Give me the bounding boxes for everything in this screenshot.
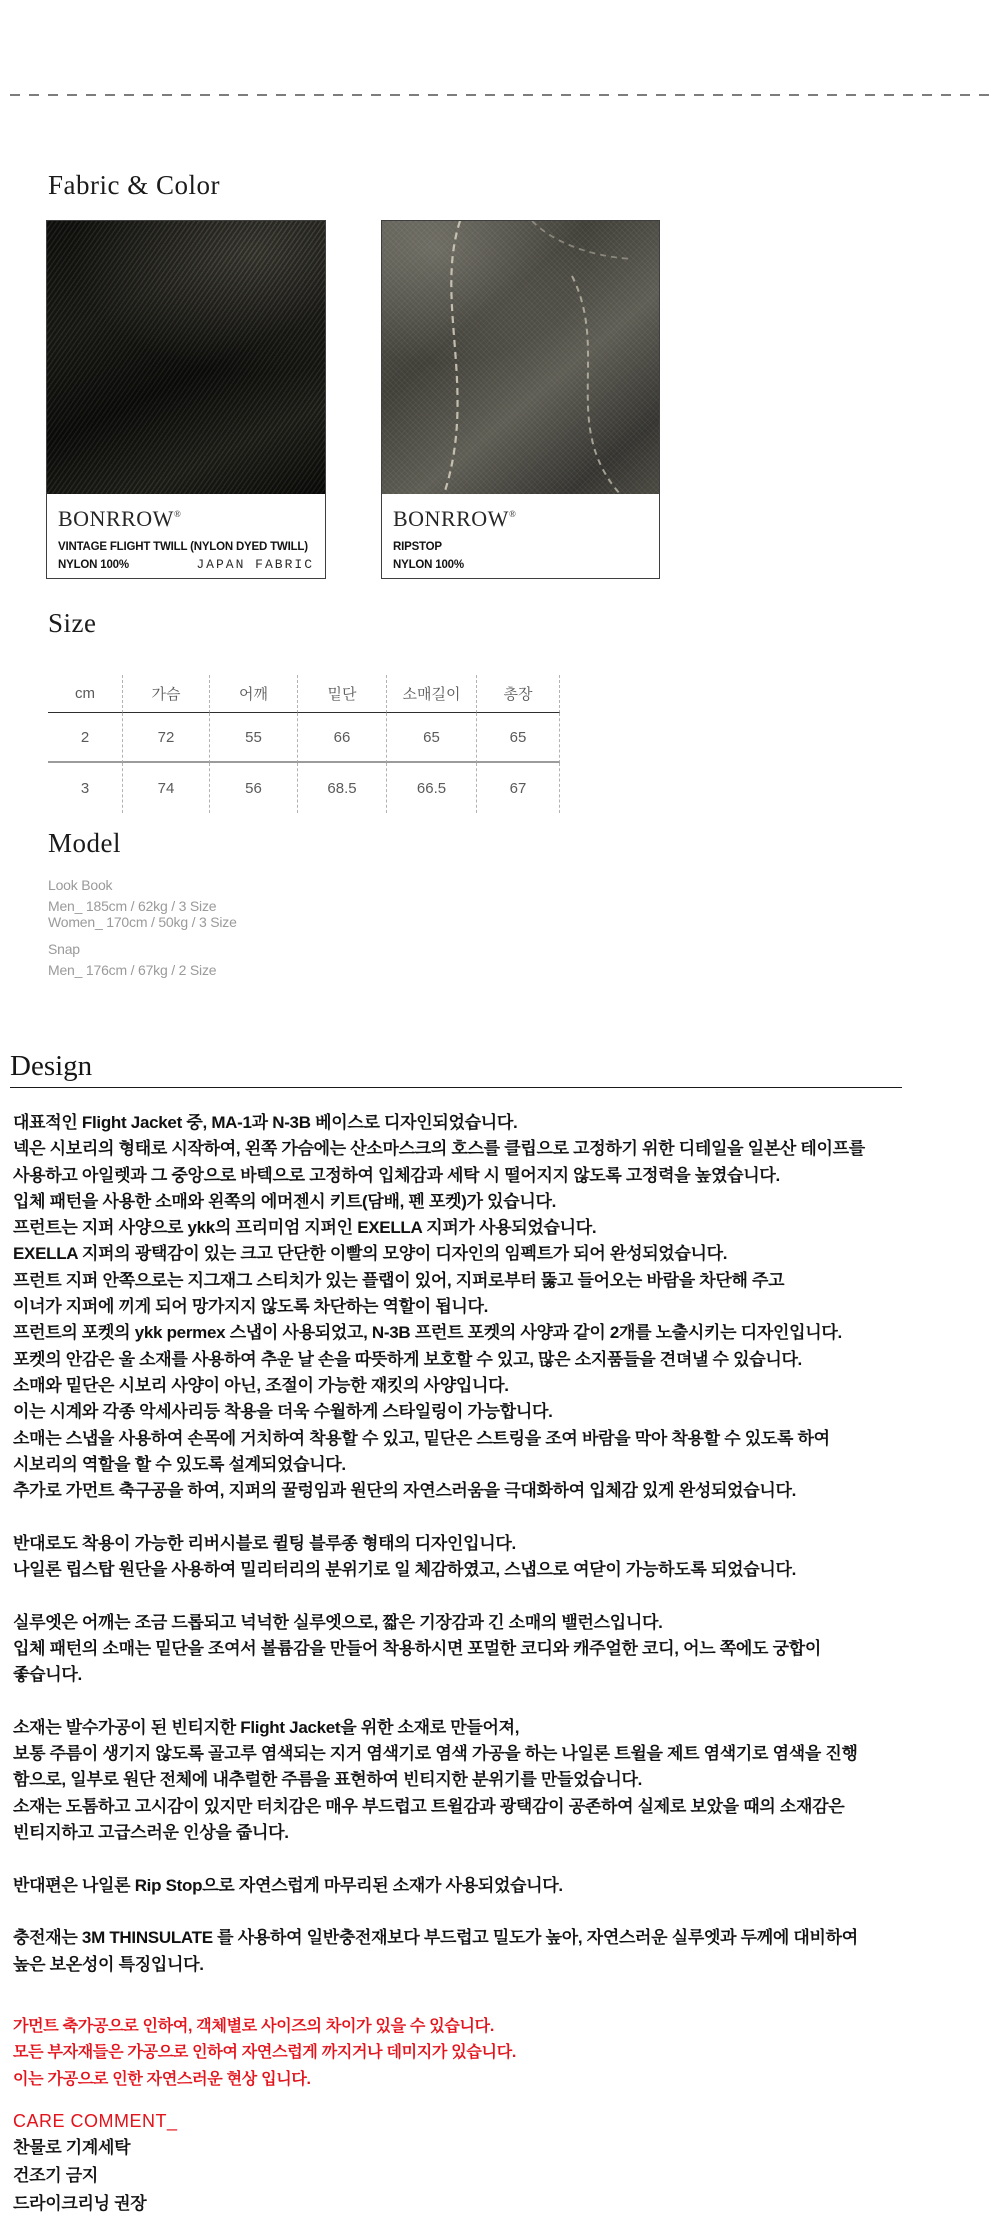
size-table-row-3 xyxy=(48,763,560,813)
design-text-line xyxy=(13,1689,1000,1715)
size-table-row-2 xyxy=(48,713,560,763)
design-text-line: 실루엣은 어깨는 조금 드롭되고 넉넉한 실루엣으로, 짧은 기장감과 긴 소매의 밸런스입니다. xyxy=(13,1612,663,1632)
design-text-line: 소매와 밑단은 시보리 사양이 아닌, 조절이 가능한 재킷의 사양입니다. xyxy=(13,1375,509,1395)
size-table-cell: 65 xyxy=(387,713,477,763)
fabric-composition: NYLON 100% xyxy=(58,559,129,571)
design-text-line: 입체 패턴의 소매는 밑단을 조여서 볼륨감을 만들어 착용하시면 포멀한 코디와 캐주얼한 코디, 어느 쪽에도 궁합이 xyxy=(13,1638,821,1658)
size-table-cell: 72 xyxy=(123,713,210,763)
design-text-line: 이는 가공으로 인한 자연스러운 현상 입니다. xyxy=(13,2070,311,2088)
design-text-line: 이는 시계와 각종 악세사리등 착용을 더욱 수월하게 스타일링이 가능합니다. xyxy=(13,1402,553,1422)
fabric-name: RIPSTOP xyxy=(393,541,442,553)
size-table-cell: 74 xyxy=(123,763,210,813)
design-text-line: 높은 보온성이 특징입니다. xyxy=(13,1954,204,1974)
design-text-line: 프런트 지퍼 안쪽으로는 지그재그 스티치가 있는 플랩이 있어, 지퍼로부터 뚫고 들어오는 바람을 차단해 주고 xyxy=(13,1270,785,1290)
design-text-line: 좋습니다. xyxy=(13,1665,82,1685)
size-table-cell: 67 xyxy=(477,763,560,813)
size-table-header-cell: 밑단 xyxy=(298,675,387,713)
design-text-line: 가먼트 축가공으로 인하여, 객체별로 사이즈의 차이가 있을 수 있습니다. xyxy=(13,2018,494,2036)
quilt-stitch-lines xyxy=(382,221,659,494)
size-table-header-cell: 가슴 xyxy=(123,675,210,713)
fabric-brand: BONRROW® xyxy=(393,506,516,531)
design-text-line: 소재는 발수가공이 된 빈티지한 Flight Jacket을 위한 소재로 만들어져, xyxy=(13,1717,520,1737)
design-text-line: CARE COMMENT_ xyxy=(13,2110,178,2131)
size-table-cell: 55 xyxy=(210,713,298,763)
size-table-cell: 56 xyxy=(210,763,298,813)
size-table-cell: 68.5 xyxy=(298,763,387,813)
model-entry: Women_ 170cm / 50kg / 3 Size xyxy=(48,914,237,930)
design-text-line xyxy=(13,1978,1000,2004)
size-table-header-cell: 총장 xyxy=(477,675,560,713)
design-description xyxy=(13,1110,1000,2218)
design-text-line: 사용하고 아일렛과 그 중앙으로 바텍으로 고정하여 입체감과 세탁 시 떨어지지 않도록 고정력을 높였습니다. xyxy=(13,1165,780,1185)
design-text-line: 프런트는 지퍼 사양으로 ykk의 프리미엄 지퍼인 EXELLA 지퍼가 사용되었습니다. xyxy=(13,1218,597,1238)
size-table-cell: 2 xyxy=(48,713,123,763)
design-text-line: 함으로, 일부로 원단 전체에 내추럴한 주름을 표현하여 빈티지한 분위기를 만들었습니다. xyxy=(13,1770,643,1790)
design-text-line: 넥은 시보리의 형태로 시작하여, 왼쪽 가슴에는 산소마스크의 호스를 클립으로 고정하기 위한 디테일을 일본산 테이프를 xyxy=(13,1139,865,1159)
design-text-line: 이너가 지퍼에 끼게 되어 망가지지 않도록 차단하는 역할이 됩니다. xyxy=(13,1297,489,1317)
fabric-photo-ripstop xyxy=(382,221,659,494)
design-text-line: 반대편은 나일론 Rip Stop으로 자연스럽게 마무리된 소재가 사용되었습니다. xyxy=(13,1875,563,1895)
registered-mark-icon: ® xyxy=(173,509,181,519)
design-text-line: 추가로 가먼트 축구공을 하여, 지퍼의 꿀렁임과 원단의 자연스러움을 극대화하여 입체감 있게 완성되었습니다. xyxy=(13,1481,796,1501)
fabric-origin: JAPAN FABRIC xyxy=(196,557,314,572)
design-text-line: EXELLA 지퍼의 광택감이 있는 크고 단단한 이빨의 모양이 디자인의 임펙트가 되어 완성되었습니다. xyxy=(13,1244,728,1264)
design-text-line xyxy=(13,1846,1000,1872)
model-group-label: Look Book xyxy=(48,877,113,893)
size-table-header-cell: 소매길이 xyxy=(387,675,477,713)
fabric-name: VINTAGE FLIGHT TWILL (NYLON DYED TWILL) xyxy=(58,541,308,553)
design-text-line: 나일론 립스탑 원단을 사용하여 밀리터리의 분위기로 일 체감하였고, 스냅으로 여닫이 가능하도록 되었습니다. xyxy=(13,1560,796,1580)
design-text-line: 충전재는 3M THINSULATE 를 사용하여 일반충전재보다 부드럽고 밀도가 높아, 자연스러운 실루엣과 두께에 대비하여 xyxy=(13,1928,858,1948)
design-text-line: 포켓의 안감은 울 소재를 사용하여 추운 날 손을 따뜻하게 보호할 수 있고, 많은 소지품들을 견뎌낼 수 있습니다. xyxy=(13,1349,802,1369)
design-text-line: 건조기 금지 xyxy=(13,2166,99,2186)
design-text-line: 소재는 도톰하고 고시감이 있지만 터치감은 매우 부드럽고 트윌감과 광택감이 공존하여 실제로 보았을 때의 소재감은 xyxy=(13,1796,845,1816)
fabric-card-ripstop xyxy=(381,220,660,579)
model-heading: Model xyxy=(48,828,121,858)
model-entry: Men_ 185cm / 62kg / 3 Size xyxy=(48,898,217,914)
design-text-line: 반대로도 착용이 가능한 리버시블로 퀼팅 블루종 형태의 디자인입니다. xyxy=(13,1533,516,1553)
design-text-line xyxy=(13,1899,1000,1925)
design-text-line: 찬물로 기계세탁 xyxy=(13,2138,131,2158)
design-text-line: 시보리의 역할을 할 수 있도록 설계되었습니다. xyxy=(13,1454,346,1474)
design-text-line: 빈티지하고 고급스러운 인상을 줍니다. xyxy=(13,1823,289,1843)
size-table-header-cell: cm xyxy=(48,675,123,713)
design-text-line: 대표적인 Flight Jacket 중, MA-1과 N-3B 베이스로 디자인되었습니다. xyxy=(13,1113,518,1132)
dashed-divider xyxy=(10,94,990,96)
design-text-line: 프런트의 포켓의 ykk permex 스냅이 사용되었고, N-3B 프런트 포켓의 사양과 같이 2개를 노출시키는 디자인입니다. xyxy=(13,1323,842,1343)
fabric-brand: BONRROW® xyxy=(58,506,181,531)
fabric-label-ripstop xyxy=(382,494,659,578)
model-entry: Men_ 176cm / 67kg / 2 Size xyxy=(48,962,217,978)
model-group-label: Snap xyxy=(48,941,80,957)
registered-mark-icon: ® xyxy=(508,509,516,519)
fabric-color-heading: Fabric & Color xyxy=(48,170,220,200)
size-table-cell: 65 xyxy=(477,713,560,763)
size-table-cell: 66.5 xyxy=(387,763,477,813)
design-text-line: 보통 주름이 생기지 않도록 골고루 염색되는 지거 염색기로 염색 가공을 하는 나일론 트윌을 제트 염색기로 염색을 진행 xyxy=(13,1744,858,1764)
fabric-composition: NYLON 100% xyxy=(393,559,464,571)
design-text-line xyxy=(13,1504,1000,1530)
design-text-line: 모든 부자재들은 가공으로 인하여 자연스럽게 까지거나 데미지가 있습니다. xyxy=(13,2044,516,2062)
fabric-label-twill xyxy=(47,494,325,578)
design-text-line xyxy=(13,1583,1000,1609)
design-text-line: 드라이크리닝 권장 xyxy=(13,2194,147,2214)
size-table-header-cell: 어깨 xyxy=(210,675,298,713)
fabric-photo-twill xyxy=(47,221,325,494)
size-table xyxy=(48,675,560,813)
size-table-cell: 3 xyxy=(48,763,123,813)
model-info xyxy=(48,876,237,978)
fabric-card-twill xyxy=(46,220,326,579)
size-table-header-row xyxy=(48,675,560,713)
size-table-cell: 66 xyxy=(298,713,387,763)
design-heading: Design xyxy=(10,1050,902,1088)
design-text-line: 입체 패턴을 사용한 소매와 왼쪽의 에머젠시 키트(담배, 펜 포켓)가 있습니다. xyxy=(13,1191,557,1211)
design-text-line: 소매는 스냅을 사용하여 손목에 거치하여 착용할 수 있고, 밑단은 스트링을 조여 바람을 막아 착용할 수 있도록 하여 xyxy=(13,1428,830,1448)
size-heading: Size xyxy=(48,608,97,638)
